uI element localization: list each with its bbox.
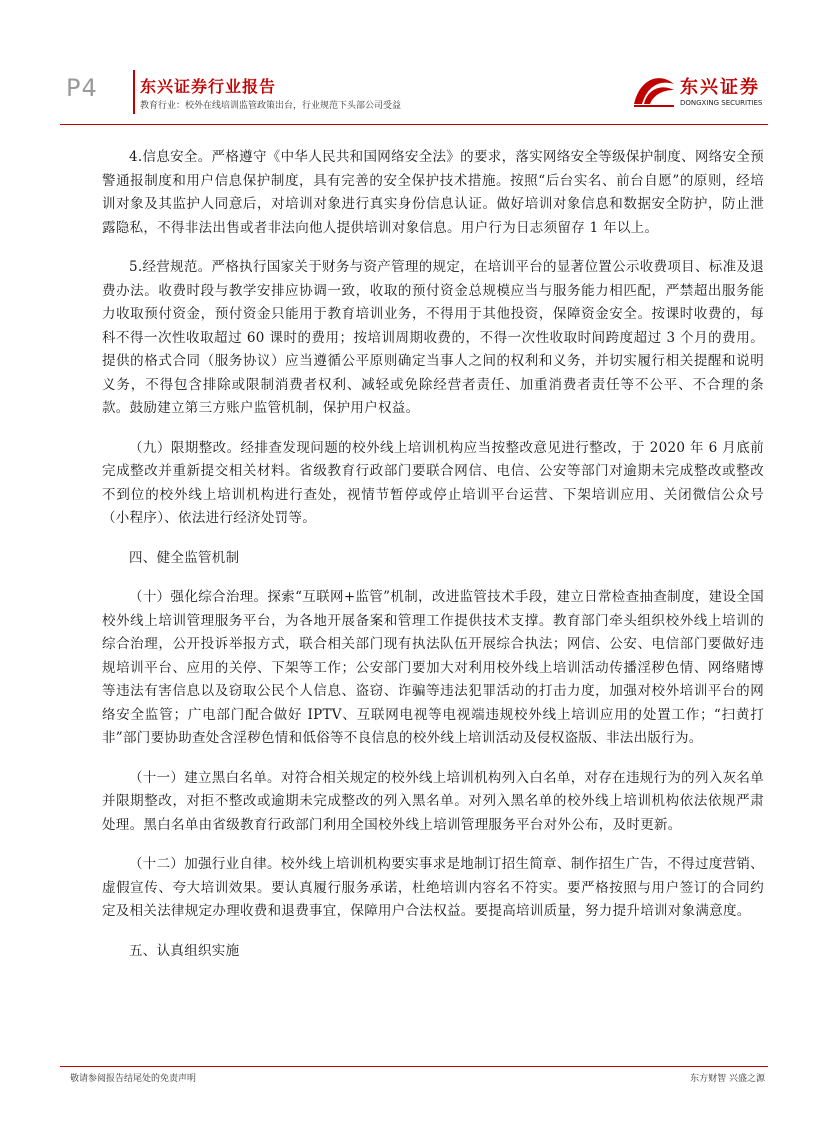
title-divider — [133, 70, 135, 114]
paragraph-governance: （十）强化综合治理。探索“互联网+监管”机制，改进监管技术手段，建立日常检查抽查制度，建设全国校外线上培训管理服务平台，为各地开展备案和管理工作提供技术支撑。教育部门牵头组织校外线上培训的综合治理，公开投诉举报方式，联合相关部门现有执法队伍开展综合执法；网信、公安、电信部门要做好违规培训平台、应用的关停、下架等工作；公安部门要加大对利用校外线上培训活动传播淫秽色情、网络赌博等违法有害信息以及窃取公民个人信息、盗窃、诈骗等违法犯罪活动的打击力度，加强对校外培训平台的网络安全监管；广电部门配合做好 IPTV、互联网电视等电视端违规校外线上培训应用的处置工作；“扫黄打非”部门要协助查处含淫秽色情和低俗等不良信息的校外线上培训活动及侵权盗版、非法出版行为。 — [102, 589, 764, 746]
logo-mark-icon — [630, 70, 678, 110]
company-logo — [630, 70, 766, 112]
page-number: P4 — [66, 74, 98, 102]
footer-slogan: 东方财智 兴盛之源 — [690, 1074, 765, 1084]
section-heading-implementation: 五、认真组织实施 — [129, 942, 240, 959]
disclaimer-note: 敬请参阅报告结尾处的免责声明 — [70, 1074, 197, 1084]
paragraph-rectification: （九）限期整改。经排查发现问题的校外线上培训机构应当按整改意见进行整改，于 2020 年 6 月底前完成整改并重新提交相关材料。省级教育行政部门要联合网信、电信、公安等部门对逾期未完成整改或整改不到位的校外线上培训机构进行查处，视情节暂停或停止培训平台运营、下架培训应用、关闭微信公众号（小程序）、依法进行经济处罚等。 — [102, 439, 764, 526]
paragraph-business-norms: 5.经营规范。严格执行国家关于财务与资产管理的规定，在培训平台的显著位置公示收费项目、标准及退费办法。收费时段与教学安排应协调一致，收取的预付资金总规模应当与服务能力相匹配，严禁超出服务能力收取预付资金，预付资金只能用于教育培训业务，不得用于其他投资，保障资金安全。按课时收费的，每科不得一次性收取超过 60 课时的费用；按培训周期收费的，不得一次性收取时间跨度超过 3 个月的费用。提供的格式合同（服务协议）应当遵循公平原则确定当事人之间的权利和义务，并切实履行相关提醒和说明义务，不得包含排除或限制消费者权利、减轻或免除经营者责任、加重消费者责任等不公平、不合理的条款。鼓励建立第三方账户监管机制，保护用户权益。 — [102, 259, 764, 416]
section-heading-supervision: 四、健全监管机制 — [129, 549, 240, 566]
logo-text-cn: 东兴证券 — [680, 77, 760, 98]
page-header — [0, 0, 827, 130]
logo-text-en: DONGXING SECURITIES — [680, 99, 763, 107]
report-title: 东兴证券行业报告 — [140, 77, 277, 96]
footer-rule — [60, 1066, 768, 1067]
header-rule — [60, 124, 768, 125]
report-subtitle: 教育行业：校外在线培训监管政策出台，行业规范下头部公司受益 — [140, 101, 402, 111]
paragraph-info-security: 4.信息安全。严格遵守《中华人民共和国网络安全法》的要求，落实网络安全等级保护制度、网络安全预警通报制度和用户信息保护制度，具有完善的安全保护技术措施。按照“后台实名、前台自愿”的原则，经培训对象及其监护人同意后，对培训对象进行真实身份信息认证。做好培训对象信息和数据安全防护，防止泄露隐私，不得非法出售或者非法向他人提供培训对象信息。用户行为日志须留存 1 年以上。 — [102, 149, 764, 236]
paragraph-blacklist: （十一）建立黑白名单。对符合相关规定的校外线上培训机构列入白名单，对存在违规行为的列入灰名单并限期整改，对拒不整改或逾期未完成整改的列入黑名单。对列入黑名单的校外线上培训机构依法依规严肃处理。黑白名单由省级教育行政部门利用全国校外线上培训管理服务平台对外公布，及时更新。 — [102, 769, 764, 833]
paragraph-self-discipline: （十二）加强行业自律。校外线上培训机构要实事求是地制订招生简章、制作招生广告，不得过度营销、虚假宣传、夸大培训效果。要认真履行服务承诺，杜绝培训内容名不符实。要严格按照与用户签订的合同约定及相关法律规定办理收费和退费事宜，保障用户合法权益。要提高培训质量，努力提升培训对象满意度。 — [102, 856, 764, 919]
document-body — [102, 146, 764, 979]
